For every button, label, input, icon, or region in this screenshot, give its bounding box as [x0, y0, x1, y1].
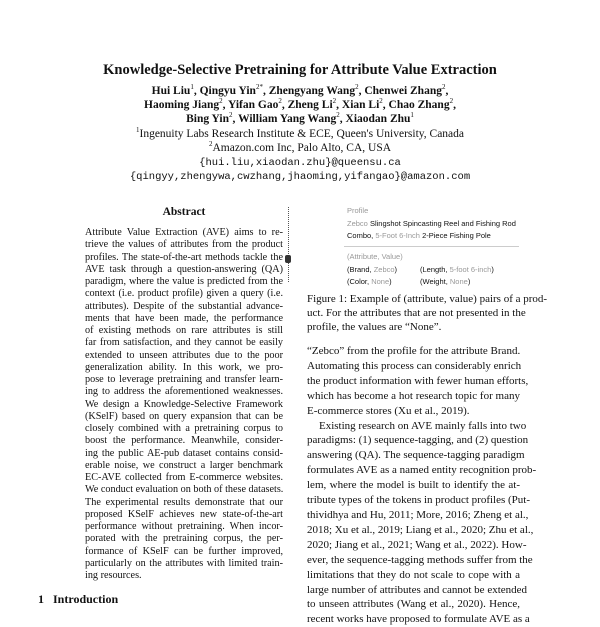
caption-line: profile, the values are “None”.: [307, 321, 442, 333]
abstract-line: of existing methods on rare attributes is still: [85, 325, 283, 336]
profile-line-2: [347, 231, 491, 240]
affiliation-mark: 2: [379, 97, 383, 106]
abstract-line: EC-AVE collected from E-commerce websites.: [85, 472, 283, 483]
abstract-line: ing the public AE-pub dataset contains consid-: [85, 447, 283, 459]
body-line: formulates AVE as a named entity recognition prob-: [307, 464, 537, 477]
email-line-1: {hui.liu,xiaodan.zhu}@queensu.ca: [199, 157, 401, 169]
attribute-value-pair: (Weight, None): [420, 277, 471, 286]
attribute-value: 5-foot 6-inch: [449, 265, 492, 274]
author-name: Chao Zhang: [388, 99, 450, 111]
attribute-value-pair: (Brand, Zebco): [347, 265, 398, 274]
abstract-body: [85, 227, 283, 582]
affiliation-mark: 1: [410, 111, 414, 120]
affiliation-line: [0, 142, 600, 155]
body-line: thividhya and Hu, 2011; More, 2016; Zheng et al.,: [307, 508, 529, 521]
author-name: Xian Li: [341, 99, 380, 111]
attribute-name: Length: [422, 265, 446, 274]
abstract-line: attributes). Despite of the substantial advance-: [85, 300, 283, 312]
abstract-line: Attribute Value Extraction (AVE) aims to re-: [85, 227, 283, 238]
attribute-name: Brand: [349, 265, 370, 274]
body-line: E-commerce stores (Xu et al., 2019).: [307, 404, 470, 417]
abstract-line: The experimental results demonstrate that our: [85, 496, 283, 508]
affiliation-mark: 2: [219, 97, 223, 106]
body-line: ever, the sequence-tagging methods suffer from the: [307, 553, 533, 566]
affiliation-mark: 2: [336, 111, 340, 120]
abstract-line: proposed KSelF achieves new state-of-the-art: [85, 508, 283, 520]
abstract-line: ments that have been made, the performance: [85, 312, 283, 324]
body-line: “Zebco” from the profile for the attribute Brand.: [307, 345, 521, 357]
affiliation-mark: 2: [449, 97, 454, 106]
attribute-value-pair: (Length, 5-foot 6-inch): [420, 265, 494, 274]
author-name: Qingyu Yin: [199, 85, 256, 97]
attribute-value-pair: (Color, None): [347, 277, 392, 286]
author-name: Chenwei Zhang: [364, 85, 442, 97]
author-name: Yifan Gao: [227, 99, 279, 111]
body-line: 2020; Jiang et al., 2021; Wang et al., 2022). How-: [307, 538, 527, 551]
abstract-line: trieve the values of attributes from the product: [85, 239, 283, 251]
body-line: 2018; Xu et al., 2019; Liang et al., 2020; Zhu et al.,: [307, 523, 534, 536]
body-line: Automating this process can considerably enrich: [307, 359, 522, 372]
attribute-name: Color: [349, 277, 368, 286]
abstract-line: ing resources.: [85, 570, 142, 581]
abstract-line: far from satisfaction, and they cannot be easily: [85, 337, 283, 349]
abstract-line: particularly on the attributes with limited train-: [85, 557, 283, 569]
author-name: Xiaodan Zhu: [345, 113, 411, 125]
fishing-rod-icon: [288, 207, 291, 282]
affiliation-mark: 2: [441, 83, 446, 92]
body-line: to unseen attributes (Wang et al., 2020). Hence,: [307, 598, 520, 611]
section-heading: [38, 592, 118, 606]
caption-line: Figure 1: Example of (attribute, value) pairs of a prod-: [307, 293, 548, 305]
body-line: paradigms: (1) sequence-tagging, and (2) question: [307, 434, 529, 447]
caption-line: uct. For the attributes that are not presented in the: [307, 307, 526, 319]
author-name: Zhengyang Wang: [268, 85, 356, 97]
pairs-label: (Attribute, Value): [347, 252, 403, 261]
abstract-line: erable noise, we construct a larger benchmark: [85, 459, 283, 471]
affiliation-mark: 2: [278, 97, 282, 106]
abstract-line: AVE task through a question-answering (QA): [85, 263, 283, 275]
right-column-body: [307, 344, 537, 627]
profile-line-1: [347, 219, 516, 228]
affiliation-text: Ingenuity Labs Research Institute & ECE, Queen's University, Canada: [139, 128, 465, 140]
body-line: answering (QA). The sequence-tagging paradigm: [307, 449, 525, 462]
body-line: tribute types of the tokens in product profiles (Put-: [307, 494, 531, 507]
divider: [344, 246, 519, 247]
attribute-name: Weight: [422, 277, 446, 286]
body-line: Existing research on AVE mainly falls into two: [319, 419, 527, 432]
author-name: Zheng Li: [287, 99, 333, 111]
affiliation-mark: 2: [355, 83, 359, 92]
affiliation-text: Amazon.com Inc, Palo Alto, CA, USA: [212, 142, 392, 154]
body-line: the product information with fewer human efforts,: [307, 374, 529, 387]
body-line: large number of attributes and cannot be extended: [307, 583, 528, 596]
author-name: Haoming Jiang: [144, 99, 220, 111]
email-line-2: {qingyy,zhengywa,cwzhang,jhaoming,yifangao}@amazon.com: [129, 171, 471, 183]
section-number: 1: [38, 592, 44, 606]
author-line: Bing Yin$^2$, William Yang Wang$^2$, Xiaodan Zhu$^1$: [186, 111, 414, 125]
affiliation-line: [0, 128, 600, 141]
body-line: recent works have proposed to formulate AVE as a: [307, 613, 530, 626]
section-title: Introduction: [53, 592, 119, 606]
profile-text: 2-Piece Fishing Pole: [422, 231, 491, 240]
author-name: Hui Liu: [151, 85, 191, 97]
abstract-line: performance without pretraining. When incor-: [85, 521, 283, 532]
affiliation-mark: 2*: [255, 83, 263, 92]
abstract-line: paradigm, where the value is predicted from the: [85, 276, 283, 287]
figure-1: [310, 205, 520, 290]
abstract-line: extended to unseen attributes due to the poor: [85, 349, 283, 361]
abstract-line: ing to address the aforementioned weaknesses.: [85, 386, 283, 398]
attribute-value: Zebco: [373, 265, 395, 274]
profile-text: Slingshot Spincasting Reel and Fishing Rod: [369, 219, 516, 228]
affiliation-mark: 2: [332, 97, 337, 106]
profile-text: Combo,: [347, 231, 374, 240]
profile-brand: Zebco: [347, 219, 368, 228]
author-name: Bing Yin: [186, 113, 230, 125]
affiliation-mark: 1: [190, 83, 194, 92]
paper-title: Knowledge-Selective Pretraining for Attribute Value Extraction: [103, 62, 497, 78]
abstract-line: (KSelF) based on query expansion that can be: [85, 410, 283, 422]
attribute-value: None: [449, 277, 468, 286]
author-name: William Yang Wang: [238, 113, 337, 125]
profile-length: 5-Foot 6-Inch: [375, 231, 420, 240]
abstract-line: profiles. The state-of-the-art methods tackle the: [85, 251, 283, 263]
attribute-value: None: [371, 277, 390, 286]
author-line: Haoming Jiang$^2$, Yifan Gao$^2$, Zheng Li$^2$, Xian Li$^2$, Chao Zhang$^2$,: [144, 97, 456, 111]
abstract-line: formance of KSelF can be further improved,: [85, 545, 283, 557]
abstract-line: context (i.e. product profile) given a query (i.e.: [85, 288, 283, 300]
body-line: which has become a hot research topic for many: [307, 389, 520, 402]
affiliation-mark: 2: [229, 111, 233, 120]
profile-label: Profile: [347, 206, 369, 215]
abstract-line: closely combined with a pretraining corpus to: [85, 423, 283, 434]
affiliation-mark: 2: [208, 140, 213, 149]
abstract-heading: Abstract: [162, 206, 206, 218]
reel-icon: [285, 255, 291, 263]
abstract-line: pose to leverage pretraining and transfer learn-: [85, 374, 283, 385]
abstract-line: generalization ability. In this work, we pro-: [85, 361, 283, 373]
abstract-line: We design a Knowledge-Selective Framework: [85, 398, 283, 410]
author-line: Hui Liu$^1$, Qingyu Yin$^{2*}$, Zhengyang Wang$^2$, Chenwei Zhang$^2$,: [151, 83, 449, 97]
body-line: lem, where the model is built to identify the at-: [307, 479, 520, 492]
figure-caption: [307, 292, 548, 334]
abstract-line: We conduct evaluation on both of these datasets.: [85, 484, 284, 496]
abstract-line: porated with the pretraining corpus, the per-: [85, 533, 283, 545]
affiliation-mark: 1: [135, 126, 140, 135]
body-line: limitations that they do not scale to cope with a: [307, 568, 520, 581]
abstract-line: boost the performance. Meanwhile, consider-: [85, 435, 283, 447]
